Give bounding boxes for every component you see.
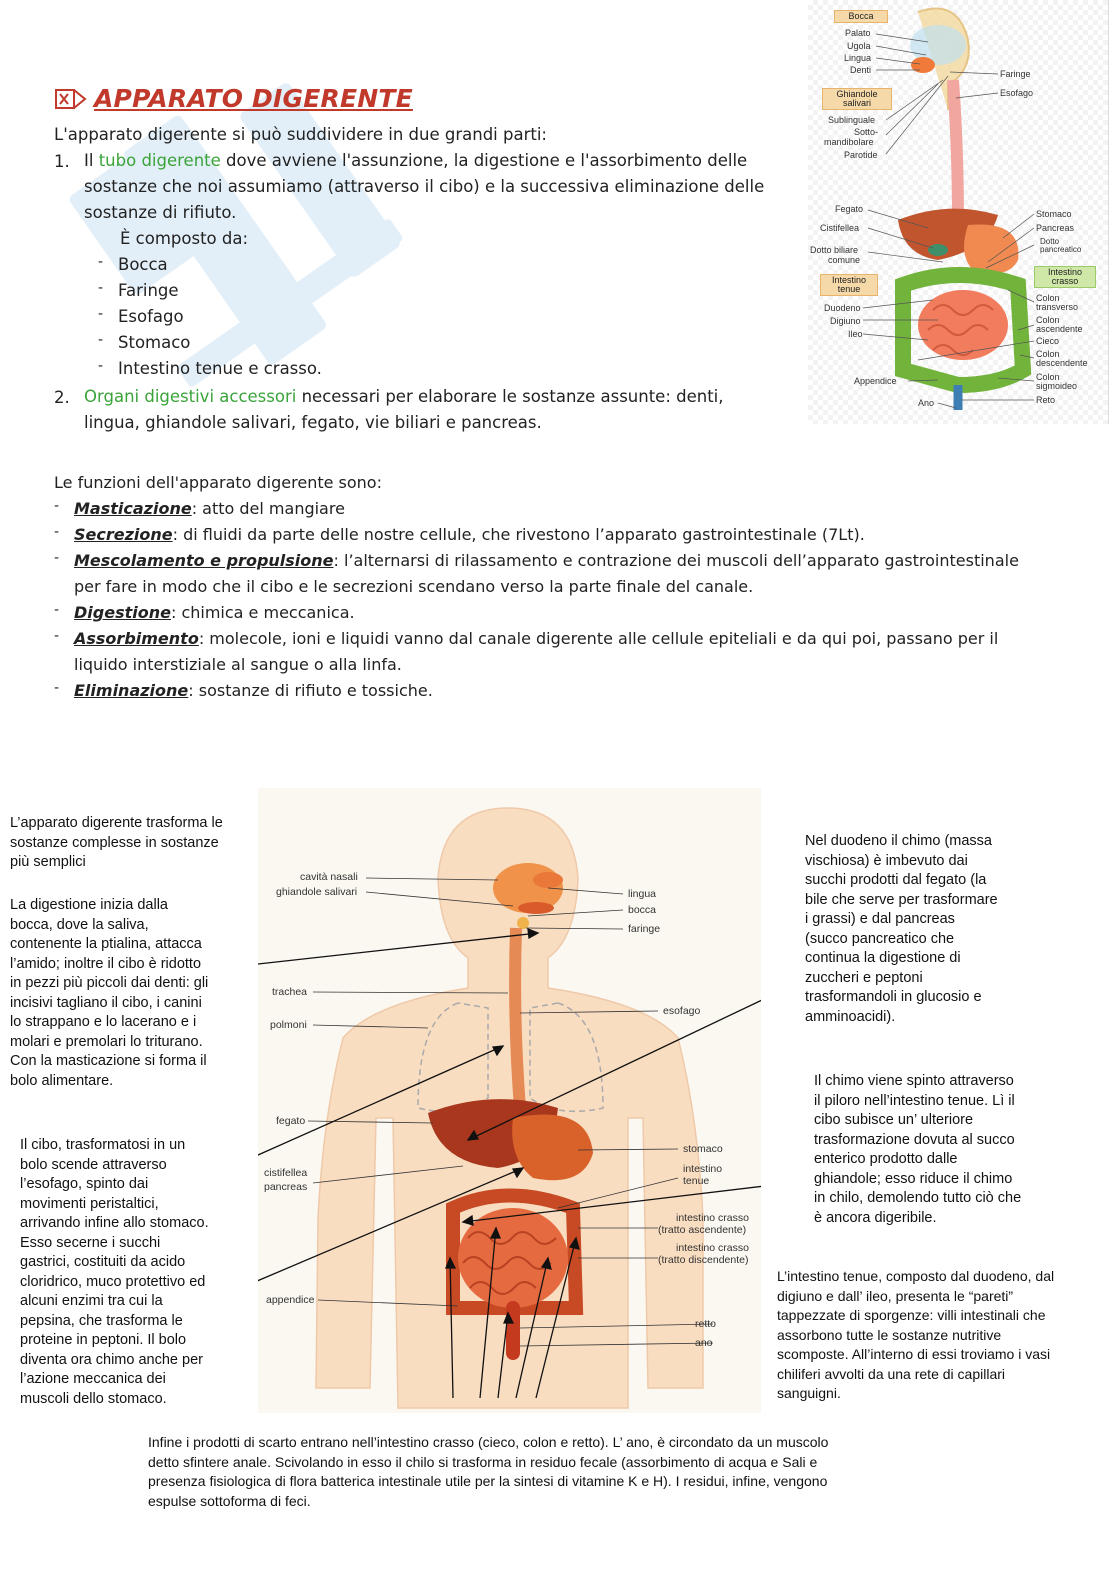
text-line: incisivi tagliano il cibo, i canini — [10, 994, 202, 1011]
fig-label-lingua: lingua — [628, 888, 657, 900]
fig-label-intestino: intestino — [683, 1163, 723, 1175]
text-line: molari e premolari lo triturano. — [10, 1033, 203, 1050]
text-line: in chilo, demolendo tutto ciò che — [814, 1190, 1022, 1206]
left-text-1 — [10, 814, 223, 873]
label-sotto: Sotto- — [854, 127, 879, 137]
label-colon-asc: Colon — [1036, 315, 1060, 325]
dash-marker: - — [98, 306, 104, 322]
text-line: zuccheri e peptoni — [805, 969, 923, 986]
text-line: L’apparato digerente trasforma le — [10, 815, 223, 831]
text-line: i grassi) e dal pancreas — [805, 911, 955, 927]
text-line: ghiandole; esso riduce il chimo — [814, 1170, 1013, 1187]
text-line: più semplici — [10, 854, 86, 870]
fig-label-tenue: tenue — [683, 1175, 710, 1187]
fig-label-crasso-disc: intestino crasso — [676, 1242, 749, 1254]
text-line: l’amido; inoltre il cibo è ridotto — [10, 955, 202, 972]
text-line: è ancora digeribile. — [814, 1209, 937, 1226]
fig-label-ano: ano — [695, 1337, 713, 1349]
text-line: contenente la ptialina, attacca — [10, 936, 202, 952]
label-pancreas: Pancreas — [1036, 223, 1075, 233]
right-text-1 — [805, 832, 998, 1027]
part-item: Bocca — [118, 255, 168, 274]
label-ano: Ano — [918, 398, 935, 408]
dash-marker: - — [98, 358, 104, 374]
item1-line3: sostanze di rifiuto. — [84, 203, 237, 222]
page-title — [54, 84, 413, 113]
fig-label-ghiandole: ghiandole salivari — [276, 886, 358, 898]
label-tenue-l2: tenue — [837, 284, 861, 294]
label-fegato: Fegato — [835, 204, 864, 214]
text-line: (succo pancreatico che — [805, 930, 955, 947]
right-text-2 — [814, 1072, 1021, 1228]
text-line: Il cibo, trasformatosi in un — [20, 1137, 186, 1153]
label-crasso-l1: Intestino — [1047, 267, 1083, 277]
fig-label-polmoni: polmoni — [270, 1019, 307, 1031]
text-line: assorbono tutte le sostanze nutritive — [777, 1326, 1002, 1343]
label-sublinguale: Sublinguale — [828, 115, 876, 125]
text-line: in pezzi più piccoli dai denti: gli — [10, 975, 209, 991]
text-line: cloridrico, muco protettivo ed — [20, 1273, 206, 1290]
fig-label-appendice: appendice — [266, 1294, 315, 1306]
label-duodeno: Duodeno — [824, 303, 861, 313]
text-line: trasformazione dovuta al succo — [814, 1131, 1015, 1148]
title-text: APPARATO DIGERENTE — [94, 84, 413, 113]
label-ghiandole — [822, 88, 892, 110]
function-text: : molecole, ioni e liquidi vanno dal canale digerente alle cellule epiteliali e da qui poi, passano per il — [198, 629, 999, 648]
label-ugola: Ugola — [847, 41, 871, 51]
label-pancreatico: pancreatico — [1040, 245, 1082, 254]
digestive-system-diagram — [808, 0, 1109, 424]
label-colon-sig: Colon — [1036, 372, 1060, 382]
label-intestino-crasso — [1034, 266, 1096, 288]
function-term: Eliminazione — [74, 681, 189, 700]
item2-line1 — [84, 384, 724, 410]
label-comune: comune — [828, 255, 861, 265]
text-line: l’esofago, spinto dai — [20, 1176, 149, 1192]
text-line: tappezzate di sporgenze: villi intestinali che — [777, 1307, 1046, 1323]
label-sigmoideo: sigmoideo — [1036, 381, 1078, 391]
dash-marker: - — [98, 254, 104, 270]
dash-marker: - — [98, 332, 104, 348]
text-line: muscoli dello stomaco. — [20, 1390, 167, 1407]
label-cieco: Cieco — [1036, 336, 1060, 346]
dash-marker: - — [54, 524, 60, 540]
label-esofago: Esofago — [1000, 88, 1034, 98]
label-denti: Denti — [850, 65, 872, 75]
right-text-3 — [777, 1267, 1054, 1404]
item2-green-term: Organi digestivi accessori — [84, 387, 297, 406]
part-item: Intestino tenue e crasso. — [118, 359, 322, 378]
label-dotto: Dotto — [1040, 237, 1060, 246]
label-crasso-l2: crasso — [1051, 276, 1079, 286]
text-line: bolo alimentare. — [10, 1072, 114, 1089]
text-line: Nel duodeno il chimo (massa — [805, 833, 992, 849]
dash-marker: - — [54, 628, 60, 644]
fig-label-tratto-disc: (tratto discendente) — [658, 1254, 749, 1266]
text-line: succhi prodotti dal fegato (la — [805, 872, 987, 888]
label-ghiandole-l1: Ghiandole — [836, 89, 878, 99]
function-term: Assorbimento — [74, 629, 199, 648]
dash-marker: - — [54, 498, 60, 514]
function-term: Digestione — [74, 603, 171, 622]
label-reto: Reto — [1036, 395, 1056, 405]
part-item: Stomaco — [118, 333, 191, 352]
text-line: arrivando infine allo stomaco. — [20, 1215, 209, 1231]
function-text: : sostanze di rifiuto e tossiche. — [188, 681, 433, 700]
function-text: : atto del mangiare — [191, 499, 345, 518]
label-ileo: Ileo — [848, 329, 863, 339]
label-appendice: Appendice — [854, 376, 897, 386]
function-item — [74, 522, 865, 548]
text-line: L’intestino tenue, composto dal duodeno, dal — [777, 1268, 1055, 1284]
function-item — [74, 548, 1019, 574]
fig-label-cavita: cavità nasali — [300, 871, 358, 883]
fig-label-tratto-asc: (tratto ascendente) — [658, 1224, 747, 1236]
label-cistifellea: Cistifellea — [820, 223, 860, 233]
fig-label-trachea: trachea — [272, 986, 308, 998]
left-text-2 — [10, 896, 208, 1091]
functions-heading: Le funzioni dell'apparato digerente sono: — [54, 473, 382, 492]
label-ghiandole-l2: salivari — [842, 98, 871, 108]
function-text: : chimica e meccanica. — [170, 603, 355, 622]
text-line: Esso secerne i succhi — [20, 1234, 161, 1251]
text-line: espulse sottoforma di feci. — [148, 1492, 311, 1509]
dash-marker: - — [98, 280, 104, 296]
text-line: vischiosa) è imbevuto dai — [805, 852, 968, 869]
label-palato: Palato — [845, 28, 871, 38]
fig-label-crasso-asc: intestino crasso — [676, 1212, 749, 1224]
item1-line1 — [84, 148, 747, 174]
text-line: il piloro nell’intestino tenue. Lì il — [814, 1092, 1015, 1109]
arrow-box-icon — [54, 87, 88, 111]
function-term: Secrezione — [74, 525, 173, 544]
label-descendente: descendente — [1036, 358, 1088, 368]
label-stomaco: Stomaco — [1036, 209, 1072, 219]
function-item — [74, 626, 998, 652]
item2-number: 2. — [54, 388, 70, 407]
text-line: l’azione meccanica dei — [20, 1371, 166, 1387]
function-cont: per fare in modo che il cibo e le secrezioni scendano verso la parte finale del canale. — [74, 577, 754, 596]
function-item — [74, 496, 345, 522]
fig-label-bocca: bocca — [628, 904, 657, 916]
item2-line2: lingua, ghiandole salivari, fegato, vie biliari e pancreas. — [84, 413, 542, 432]
label-digiuno: Digiuno — [830, 316, 861, 326]
fig-label-fegato: fegato — [276, 1115, 306, 1127]
text-line: presenza fisiologica di flora batterica intestinale utile per la sintesi di vitamine K e H). I residui, infine, vengono — [148, 1473, 828, 1489]
text-line: sanguigni. — [777, 1385, 841, 1401]
left-text-3 — [20, 1136, 209, 1409]
text-line: Infine i prodotti di scarto entrano nell’intestino crasso (cieco, colon e retto). L’ ano, è circondato da un muscolo — [148, 1434, 829, 1450]
text-line: bolo scende attraverso — [20, 1156, 167, 1173]
label-dotto-biliare: Dotto biliare — [810, 245, 859, 255]
text-line: alcuni enzimi tra cui la — [20, 1293, 163, 1309]
label-bocca: Bocca — [834, 10, 888, 23]
item1-composed: È composto da: — [120, 229, 249, 248]
label-transverso: transverso — [1036, 302, 1079, 312]
label-lingua: Lingua — [844, 53, 872, 63]
text-line: digiuno e dall’ ileo, presenta le “pareti” — [777, 1287, 1014, 1304]
text-line: gastrici, costituiti da acido — [20, 1254, 186, 1270]
text-line: detto sfintere anale. Scivolando in esso il chilo si trasforma in residuo fecale (assorbimento di acqua e Sali e — [148, 1453, 818, 1470]
label-mandibolare: mandibolare — [824, 137, 874, 147]
label-intestino-tenue — [820, 274, 878, 296]
text-line: lo strappano e lo lacerano e i — [10, 1014, 197, 1030]
label-tenue-l1: Intestino — [831, 275, 867, 285]
text-line: chiliferi avvolti da una rete di capillari — [777, 1365, 1005, 1382]
function-term: Mescolamento e propulsione — [74, 551, 334, 570]
fig-label-faringe: faringe — [628, 923, 661, 935]
part-item: Faringe — [118, 281, 179, 300]
label-colon-trans: Colon — [1036, 293, 1060, 303]
text-line: diventa ora chimo anche per — [20, 1351, 203, 1368]
part-item: Esofago — [118, 307, 184, 326]
text-line: movimenti peristaltici, — [20, 1195, 159, 1212]
label-parotide: Parotide — [844, 150, 878, 160]
text-line: sostanze complesse in sostanze — [10, 834, 219, 851]
item1-line1-rest: dove avviene l'assunzione, la digestione e l'assorbimento delle — [220, 151, 748, 170]
text-line: cibo subisce un’ ulteriore — [814, 1112, 974, 1128]
text-line: enterico prodotto dalle — [814, 1151, 958, 1167]
text-line: scomposte. All’interno di essi troviamo i vasi — [777, 1346, 1051, 1362]
item2-line1-rest: necessari per elaborare le sostanze assunte: denti, — [296, 387, 724, 406]
function-text: : di fluidi da parte delle nostre cellule, che rivestono l’apparato gastrointestinale (7Lt). — [172, 525, 865, 544]
text-line: proteine in peptoni. Il bolo — [20, 1332, 187, 1348]
text-line: amminoacidi). — [805, 1008, 896, 1025]
text-line: La digestione inizia dalla — [10, 897, 168, 913]
dash-marker: - — [54, 550, 60, 566]
text-line: Il chimo viene spinto attraverso — [814, 1073, 1014, 1089]
text-line: continua la digestione di — [805, 950, 961, 966]
function-term: Masticazione — [74, 499, 192, 518]
intro-text: L'apparato digerente si può suddividere in due grandi parti: — [54, 125, 547, 144]
item1-number: 1. — [54, 152, 70, 171]
text-line: Con la masticazione si forma il — [10, 1053, 207, 1069]
function-item — [74, 678, 433, 704]
body-digestive-figure — [258, 788, 761, 1413]
fig-label-retto: retto — [695, 1318, 717, 1330]
fig-label-cistifellea: cistifellea — [264, 1167, 308, 1179]
bottom-paragraph — [148, 1433, 828, 1511]
function-cont: liquido interstiziale al sangue o alla linfa. — [74, 655, 402, 674]
label-colon-disc: Colon — [1036, 349, 1060, 359]
dash-marker: - — [54, 680, 60, 696]
fig-label-esofago: esofago — [663, 1005, 701, 1017]
text-line: pepsina, che trasforma le — [20, 1312, 183, 1329]
label-ascendente: ascendente — [1036, 324, 1083, 334]
text-line: bocca, dove la saliva, — [10, 916, 149, 933]
dash-marker: - — [54, 602, 60, 618]
fig-label-stomaco: stomaco — [683, 1143, 723, 1155]
item1-prefix: Il — [84, 151, 99, 170]
fig-label-pancreas: pancreas — [264, 1181, 308, 1193]
item1-line2: sostanze che noi assumiamo (attraverso il cibo) e la successiva eliminazione delle — [84, 177, 765, 196]
function-item — [74, 600, 355, 626]
function-text: : l’alternarsi di rilassamento e contrazione dei muscoli dell’apparato gastrointestinale — [333, 551, 1019, 570]
text-line: bile che serve per trasformare — [805, 891, 998, 908]
label-faringe: Faringe — [1000, 69, 1031, 79]
text-line: trasformandoli in glucosio e — [805, 989, 982, 1005]
item1-green-term: tubo digerente — [98, 151, 221, 170]
